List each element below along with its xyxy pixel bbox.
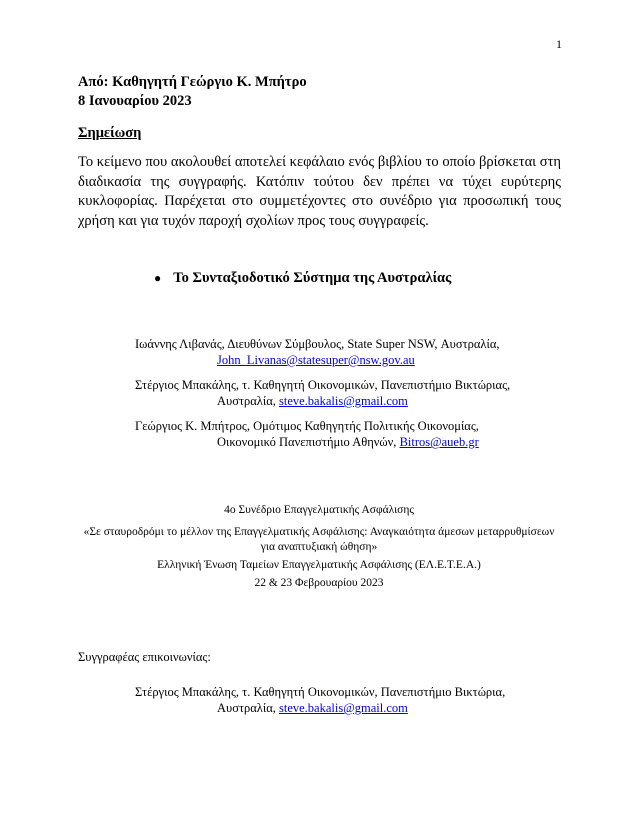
author-email-line (135, 393, 510, 409)
author-email-link[interactable]: steve.bakalis@gmail.com (279, 394, 408, 408)
contact-country: Αυστραλία, (217, 701, 279, 715)
author-email-line (135, 352, 500, 368)
author-affiliation: Γεώργιος Κ. Μπήτρος, Ομότιμος Καθηγητής Πολιτικής Οικονομίας, (135, 419, 479, 433)
bullet-icon: ● (154, 271, 162, 285)
note-body: Το κείμενο που ακολουθεί αποτελεί κεφάλαιο ενός βιβλίου το οποίο βρίσκεται στη διαδικασία της συγγραφής. Κατόπιν τούτου δεν πρέπει να τύχει ευρύτερης κυκλοφορίας. Παρέχεται στο συμμετέχοντες στο συνέδριο για προσωπική τους χρήση και για τυχόν παροχή σχολίων προς τους συγγραφείς. (78, 154, 561, 229)
date-line: 8 Ιανουαρίου 2023 (78, 93, 192, 109)
author-affiliation: Ιωάννης Λιβανάς, Διευθύνων Σύμβουλος, State Super NSW, Αυστραλία, (135, 337, 500, 351)
contact-affiliation: Στέργιος Μπακάλης, τ. Καθηγητή Οικονομικών, Πανεπιστήμιο Βικτώρια, (135, 685, 506, 699)
contact-author (135, 684, 505, 716)
author-university: Οικονομικό Πανεπιστήμιο Αθηνών, (217, 435, 400, 449)
author-email-link[interactable]: John_Livanas@statesuper@nsw.gov.au (217, 353, 415, 367)
author-country: Αυστραλία, (217, 394, 279, 408)
contact-email-line (135, 700, 505, 716)
contact-heading: Συγγραφέας επικοινωνίας: (78, 650, 211, 664)
page-number: 1 (556, 37, 562, 51)
author-bakalis (135, 377, 510, 409)
note-heading: Σημείωση (78, 125, 142, 141)
author-affiliation: Στέργιος Μπακάλης, τ. Καθηγητή Οικονομικών, Πανεπιστήμιο Βικτώριας, (135, 378, 511, 392)
author-email-link[interactable]: Bitros@aueb.gr (399, 435, 479, 449)
conference-organizer: Ελληνική Ένωση Ταμείων Επαγγελματικής Ασφάλισης (ΕΛ.Ε.Τ.Ε.Α.) (157, 559, 481, 571)
sender-line: Από: Καθηγητή Γεώργιο Κ. Μπήτρο (78, 74, 307, 90)
conference-name: 4ο Συνέδριο Επαγγελματικής Ασφάλισης (224, 504, 414, 516)
contact-email-link[interactable]: steve.bakalis@gmail.com (279, 701, 408, 715)
author-bitros (135, 418, 479, 450)
section-title-text: Το Συνταξιοδοτικό Σύστημα της Αυστραλίας (173, 270, 452, 286)
author-email-line (135, 434, 479, 450)
conference-theme-line2: για αναπτυξιακή ώθηση» (260, 541, 378, 553)
author-livanas (135, 336, 500, 368)
conference-theme-line1: «Σε σταυροδρόμι το μέλλον της Επαγγελματικής Ασφάλισης: Αναγκαιότητα άμεσων μεταρρυθμίσεων (83, 526, 555, 538)
conference-dates: 22 & 23 Φεβρουαρίου 2023 (254, 577, 384, 589)
section-title (154, 270, 451, 287)
